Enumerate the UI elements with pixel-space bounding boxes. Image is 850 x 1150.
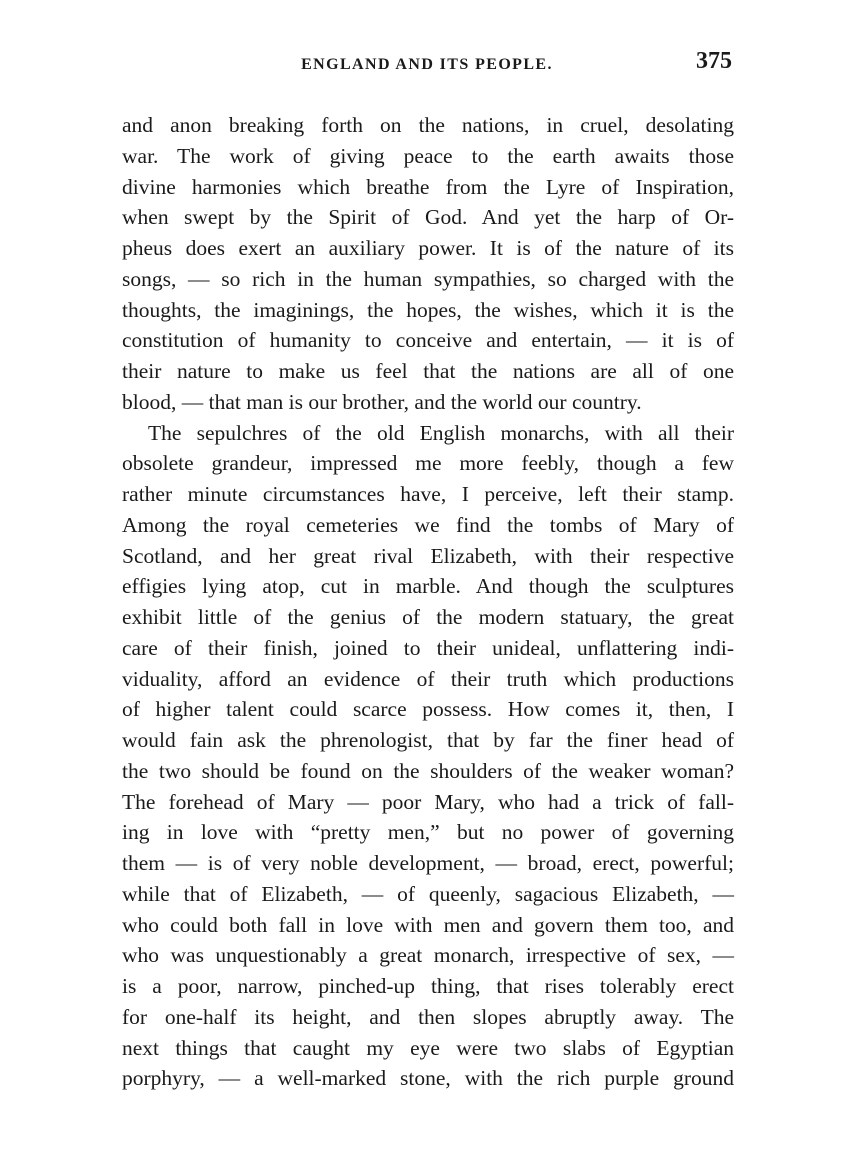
text-line: Among the royal cemeteries we find the tombs of Mary of [122,512,734,537]
running-head [122,46,732,82]
text-line: is a poor, narrow, pinched-up thing, that rises tolerably erect [122,974,734,998]
text-line: thoughts, the imaginings, the hopes, the wishes, which it is the [122,297,734,322]
text-line: war. The work of giving peace to the earth awaits those [122,143,734,168]
text-line: their nature to make us feel that the nations are all of one [122,359,734,383]
text-line: blood, — that man is our brother, and the world our country. [122,389,642,414]
text-line: the two should be found on the shoulders of the weaker woman? [122,758,734,783]
text-line: when swept by the Spirit of God. And yet the harp of Or- [122,205,734,230]
text-line: care of their finish, joined to their unideal, unflattering indi- [122,635,734,660]
text-line: of higher talent could scarce possess. How comes it, then, I [122,697,734,722]
text-line: who could both fall in love with men and govern them too, and [122,912,734,937]
text-line: next things that caught my eye were two slabs of Egyptian [122,1035,734,1060]
text-line: viduality, afford an evidence of their truth which productions [122,666,734,691]
text-line: for one-half its height, and then slopes abruptly away. The [122,1004,734,1029]
text-line: songs, — so rich in the human sympathies, so charged with the [122,266,734,291]
text-line: Scotland, and her great rival Elizabeth, with their respective [122,543,734,568]
text-line: porphyry, — a well-marked stone, with the rich purple ground [122,1066,734,1091]
text-line: constitution of humanity to conceive and entertain, — it is of [122,328,734,353]
text-line: divine harmonies which breathe from the Lyre of Inspiration, [122,174,734,199]
running-title: ENGLAND AND ITS PEOPLE. [301,56,553,73]
text-line: rather minute circumstances have, I perceive, left their stamp. [122,482,734,506]
text-line: exhibit little of the genius of the modern statuary, the great [122,605,734,629]
text-line: effigies lying atop, cut in marble. And though the sculptures [122,574,734,599]
text-line: pheus does exert an auxiliary power. It is of the nature of its [122,236,734,260]
text-line: while that of Elizabeth, — of queenly, sagacious Elizabeth, — [122,881,734,906]
text-line: who was unquestionably a great monarch, irrespective of sex, — [122,943,734,968]
text-line: obsolete grandeur, impressed me more feebly, though a few [122,451,734,476]
text-line: them — is of very noble development, — broad, erect, powerful; [122,851,734,875]
text-line: would fain ask the phrenologist, that by far the finer head of [122,728,734,752]
paragraph-first-line: The sepulchres of the old English monarchs, with all their [148,420,734,445]
body-text [122,110,734,1094]
page-number: 375 [696,48,732,74]
text-line: and anon breaking forth on the nations, in cruel, desolating [122,113,734,137]
text-line: ing in love with “pretty men,” but no power of governing [122,820,734,845]
text-line: The forehead of Mary — poor Mary, who had a trick of fall- [122,789,734,814]
